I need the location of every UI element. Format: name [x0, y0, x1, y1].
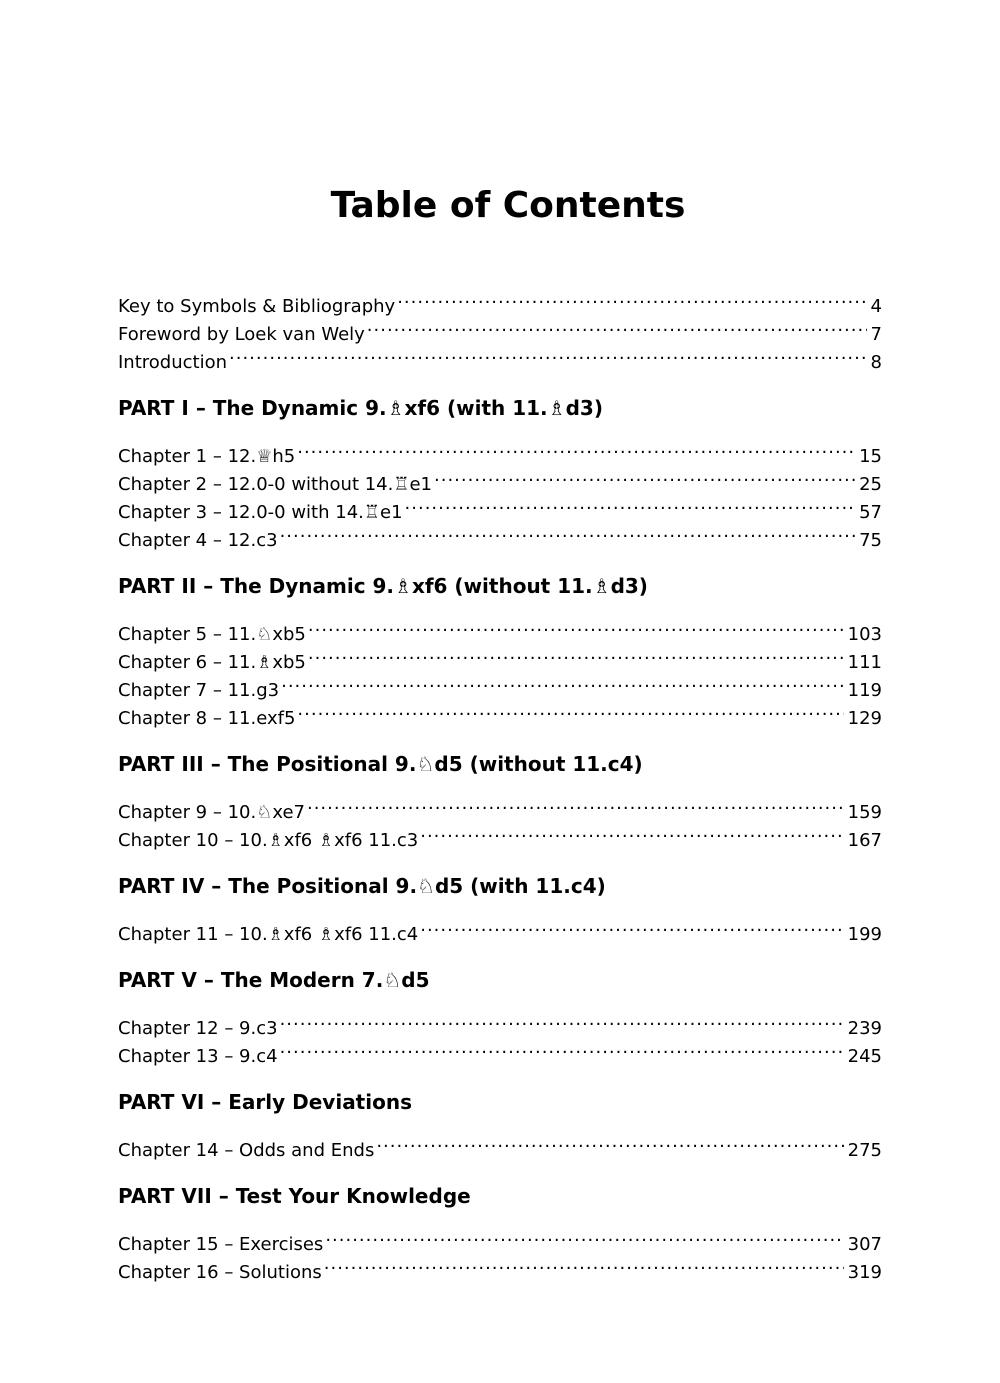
- table-of-contents: [118, 284, 882, 1283]
- entry-title: Chapter 15 – Exercises: [118, 1234, 324, 1255]
- toc-part-1: [118, 394, 882, 551]
- chapter-list: [118, 790, 882, 851]
- entry-page-number: 275: [847, 1140, 882, 1161]
- entry-page-number: 15: [859, 446, 882, 467]
- dot-leader: [325, 1222, 843, 1250]
- entry-page-number: 111: [847, 652, 882, 673]
- dot-leader: [297, 696, 843, 724]
- chapter-list: [118, 1128, 882, 1161]
- front-matter-list: [118, 284, 882, 373]
- entry-page-number: 239: [847, 1018, 882, 1039]
- dot-leader: [367, 312, 867, 340]
- toc-entry-chapter-15[interactable]: [118, 1222, 882, 1255]
- entry-title: Chapter 8 – 11.exf5: [118, 708, 296, 729]
- toc-entry-chapter-1[interactable]: [118, 434, 882, 467]
- entry-title: Chapter 1 – 12.♕h5: [118, 446, 296, 467]
- dot-leader: [281, 668, 844, 696]
- entry-page-number: 75: [859, 530, 882, 551]
- entry-page-number: 319: [847, 1262, 882, 1283]
- dot-leader: [420, 818, 843, 846]
- part-heading[interactable]: PART V – The Modern 7.♘d5: [118, 968, 430, 992]
- chapter-list: [118, 434, 882, 551]
- dot-leader: [420, 912, 843, 940]
- entry-page-number: 4: [870, 296, 882, 317]
- entry-page-number: 245: [847, 1046, 882, 1067]
- toc-part-5: [118, 966, 882, 1067]
- dot-leader: [324, 1250, 844, 1278]
- dot-leader: [280, 1034, 844, 1062]
- chapter-list: [118, 912, 882, 945]
- dot-leader: [434, 462, 855, 490]
- entry-title: Chapter 5 – 11.♘xb5: [118, 624, 306, 645]
- toc-entry-chapter-9[interactable]: [118, 790, 882, 823]
- chapter-list: [118, 1222, 882, 1283]
- dot-leader: [308, 612, 844, 640]
- toc-part-7: [118, 1182, 882, 1283]
- part-heading[interactable]: PART I – The Dynamic 9.♗xf6 (with 11.♗d3): [118, 396, 603, 420]
- entry-title: Key to Symbols & Bibliography: [118, 296, 396, 317]
- dot-leader: [376, 1128, 843, 1156]
- entry-page-number: 8: [870, 352, 882, 373]
- entry-page-number: 103: [847, 624, 882, 645]
- entry-title: Chapter 9 – 10.♘xe7: [118, 802, 305, 823]
- entry-page-number: 159: [847, 802, 882, 823]
- page-title: Table of Contents: [330, 185, 686, 226]
- entry-title: Chapter 2 – 12.0-0 without 14.♖e1: [118, 474, 433, 495]
- dot-leader: [405, 490, 856, 518]
- entry-title: Chapter 12 – 9.c3: [118, 1018, 278, 1039]
- toc-part-6: [118, 1088, 882, 1161]
- toc-part-3: [118, 750, 882, 851]
- entry-page-number: 25: [859, 474, 882, 495]
- part-heading[interactable]: PART VII – Test Your Knowledge: [118, 1184, 471, 1208]
- toc-entry-introduction[interactable]: [118, 340, 882, 373]
- entry-page-number: 119: [847, 680, 882, 701]
- entry-page-number: 199: [847, 924, 882, 945]
- part-heading[interactable]: PART II – The Dynamic 9.♗xf6 (without 11.♗d3): [118, 574, 648, 598]
- entry-title: Foreword by Loek van Wely: [118, 324, 365, 345]
- dot-leader: [307, 790, 844, 818]
- dot-leader: [397, 284, 866, 312]
- toc-entry-chapter-5[interactable]: [118, 612, 882, 645]
- entry-title: Chapter 3 – 12.0-0 with 14.♖e1: [118, 502, 403, 523]
- entry-title: Chapter 11 – 10.♗xf6 ♗xf6 11.c4: [118, 924, 419, 945]
- part-heading[interactable]: PART III – The Positional 9.♘d5 (without 11.c4): [118, 752, 643, 776]
- entry-page-number: 129: [847, 708, 882, 729]
- dot-leader: [280, 1006, 844, 1034]
- entry-title: Chapter 16 – Solutions: [118, 1262, 322, 1283]
- toc-part-4: [118, 872, 882, 945]
- chapter-list: [118, 612, 882, 729]
- dot-leader: [297, 434, 855, 462]
- entry-title: Introduction: [118, 352, 228, 373]
- entry-page-number: 307: [847, 1234, 882, 1255]
- entry-page-number: 167: [847, 830, 882, 851]
- entry-page-number: 57: [859, 502, 882, 523]
- part-heading[interactable]: PART IV – The Positional 9.♘d5 (with 11.c4): [118, 874, 606, 898]
- dot-leader: [308, 640, 844, 668]
- dot-leader: [280, 518, 856, 546]
- toc-part-2: [118, 572, 882, 729]
- dot-leader: [229, 340, 867, 368]
- entry-title: Chapter 13 – 9.c4: [118, 1046, 278, 1067]
- entry-title: Chapter 7 – 11.g3: [118, 680, 280, 701]
- entry-title: Chapter 14 – Odds and Ends: [118, 1140, 375, 1161]
- toc-entry-chapter-11[interactable]: [118, 912, 882, 945]
- entry-page-number: 7: [870, 324, 882, 345]
- chapter-list: [118, 1006, 882, 1067]
- toc-entry-chapter-14[interactable]: [118, 1128, 882, 1161]
- entry-title: Chapter 10 – 10.♗xf6 ♗xf6 11.c3: [118, 830, 419, 851]
- entry-title: Chapter 4 – 12.c3: [118, 530, 278, 551]
- toc-entry-chapter-12[interactable]: [118, 1006, 882, 1039]
- part-heading[interactable]: PART VI – Early Deviations: [118, 1090, 412, 1114]
- entry-title: Chapter 6 – 11.♗xb5: [118, 652, 306, 673]
- toc-entry-key-to-symbols[interactable]: [118, 284, 882, 317]
